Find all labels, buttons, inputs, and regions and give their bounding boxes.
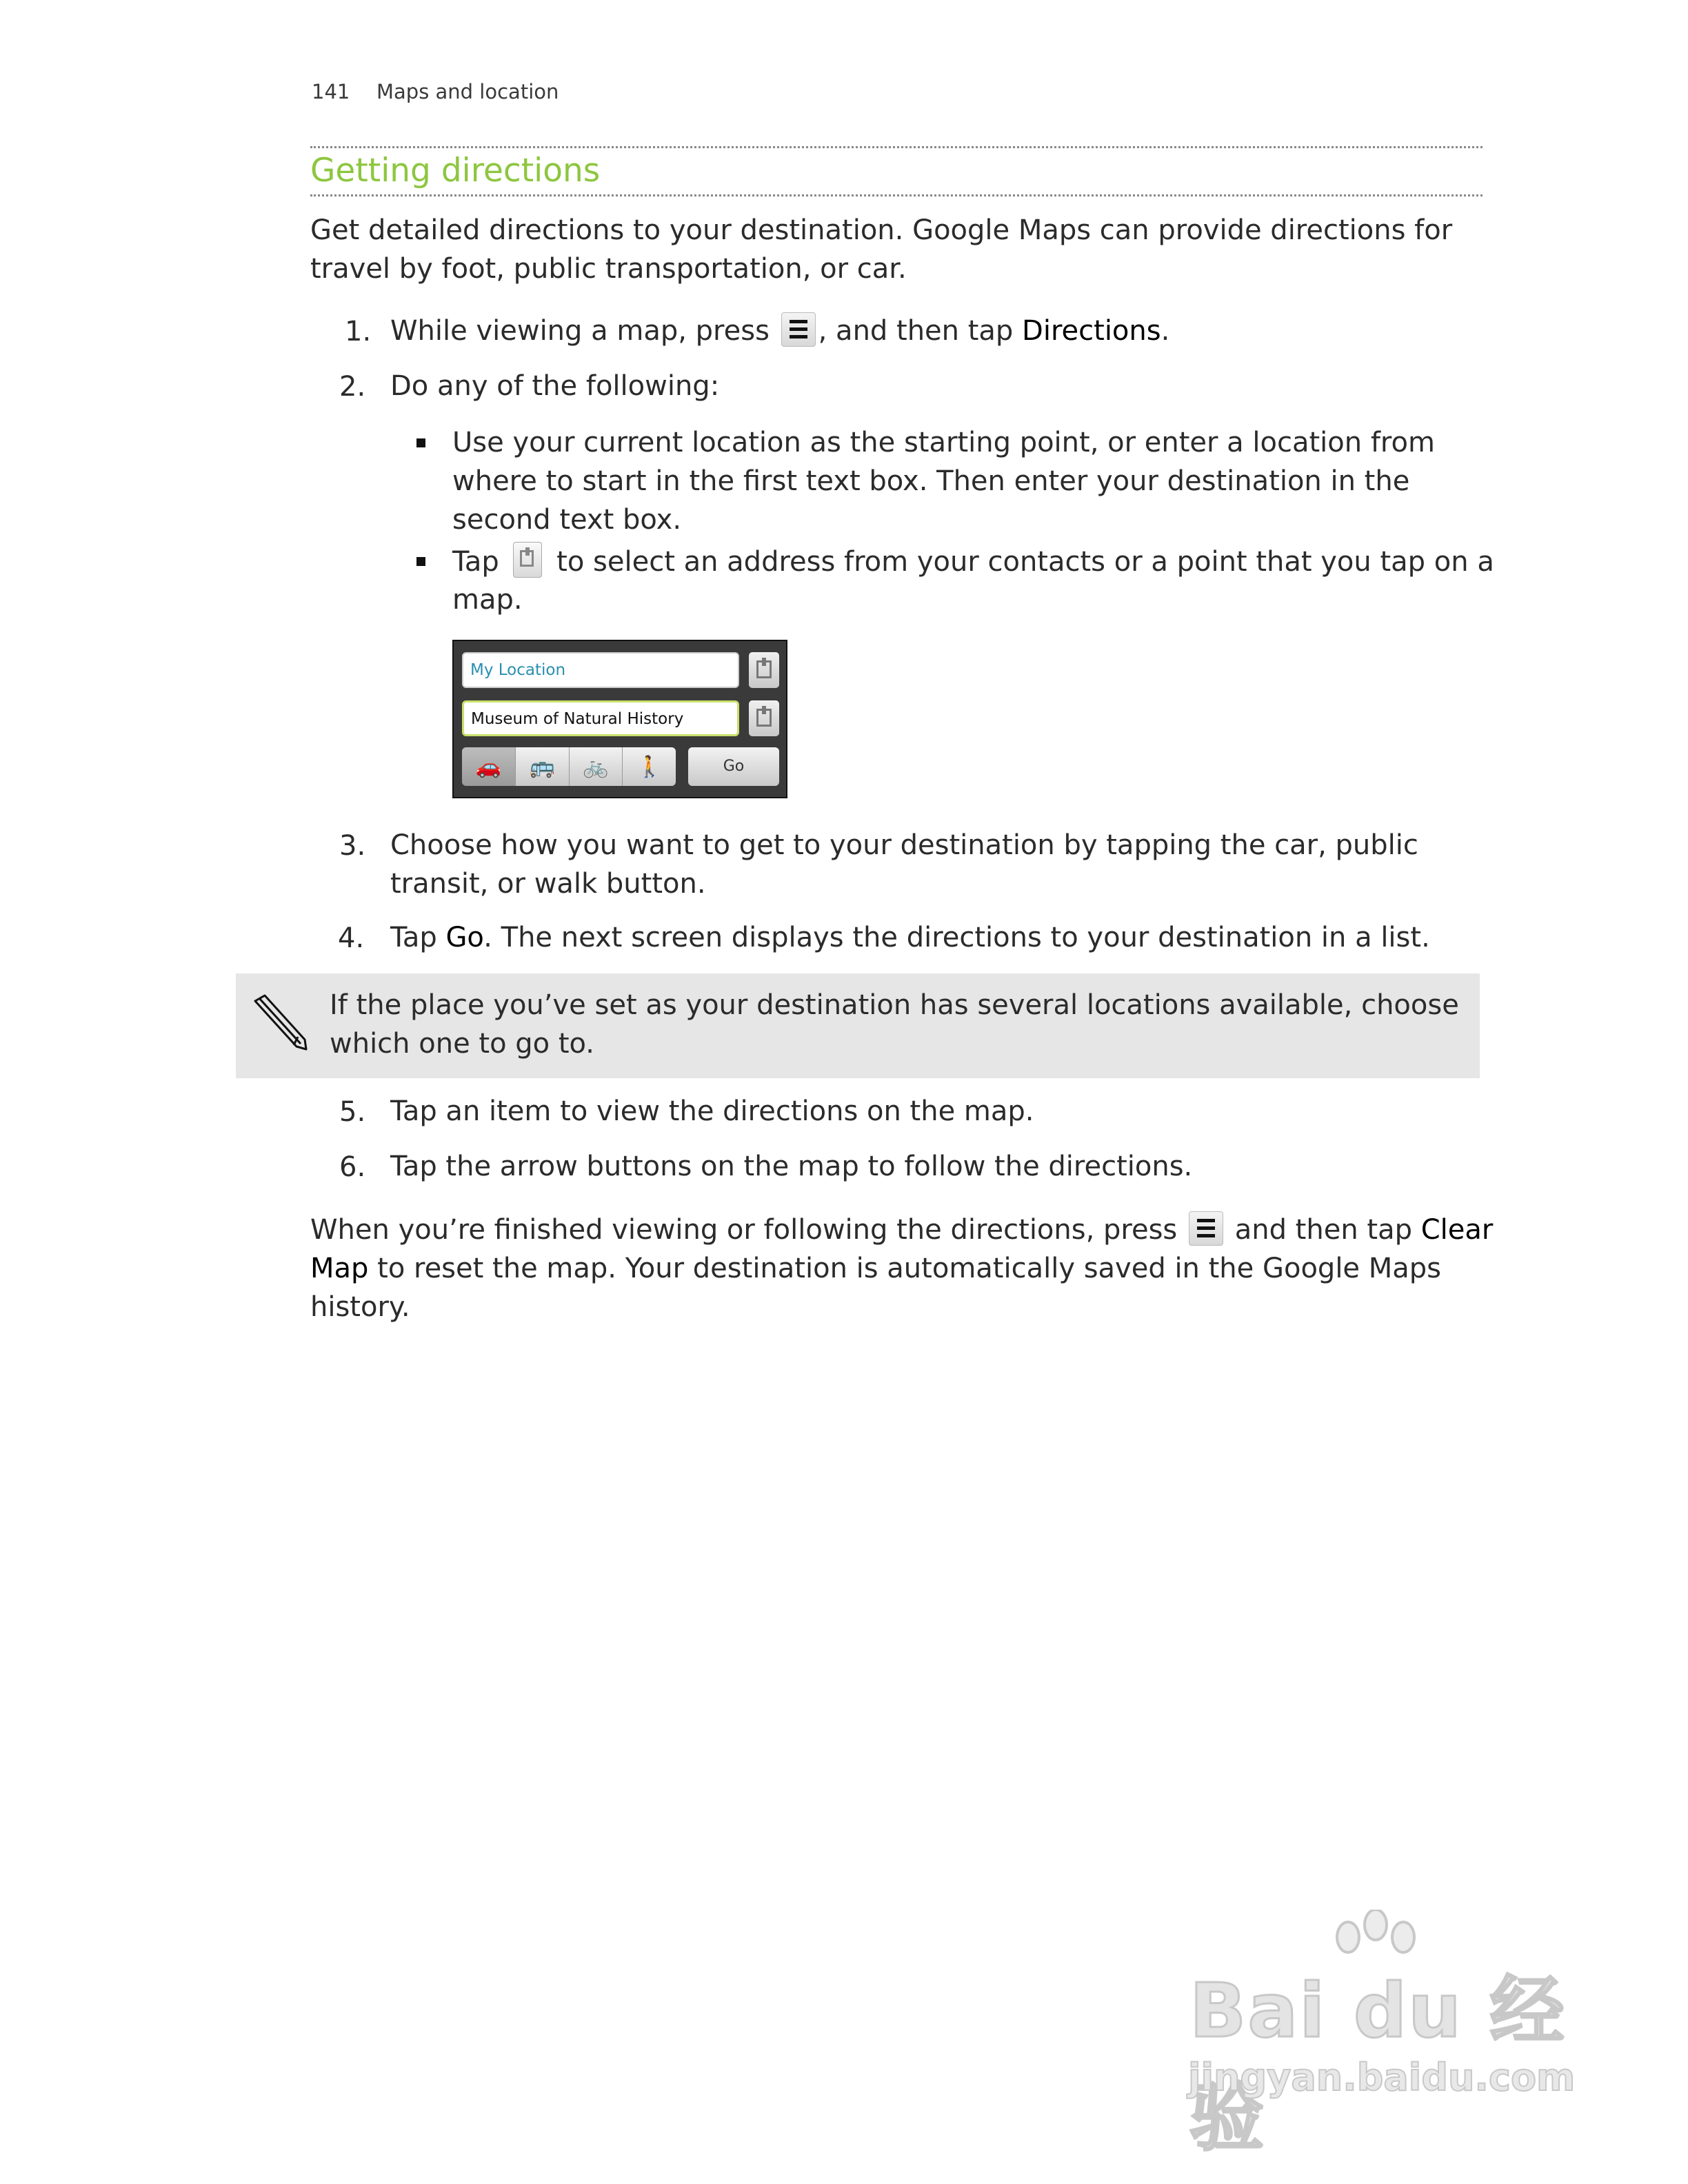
outro-line-3: history. [310, 1291, 410, 1323]
outro-line-2-post: to reset the map. Your destination is automatically saved in the Google Maps [368, 1253, 1442, 1284]
chapter-title: Maps and location [376, 80, 559, 103]
walk-mode-icon[interactable]: 🚶 [623, 747, 676, 786]
bullet-2-line-2: map. [452, 584, 523, 616]
step-1-number: 1. [345, 316, 372, 347]
menu-icon [1189, 1211, 1223, 1246]
directions-label: Directions [1022, 315, 1161, 347]
menu-icon [781, 312, 816, 347]
bullet-2 [416, 557, 425, 566]
watermark-url: jingyan.baidu.com [1188, 2056, 1576, 2099]
watermark-brand: Bai du 经验 [1189, 1968, 1566, 2161]
intro-line-1: Get detailed directions to your destination. Google Maps can provide directions for [310, 214, 1453, 246]
step-5-number: 5. [339, 1096, 366, 1128]
step-2-number: 2. [339, 371, 366, 403]
destination-contact-button[interactable] [749, 700, 779, 736]
bullet-1-line-2: where to start in the first text box. Then enter your destination in the [452, 465, 1410, 497]
step-4 [390, 918, 1430, 957]
step-3-line-2: transit, or walk button. [390, 868, 706, 900]
section-title: Getting directions [310, 152, 601, 190]
step-6-text: Tap the arrow buttons on the map to follow the directions. [390, 1151, 1193, 1182]
outro-mid: and then tap [1225, 1214, 1421, 1246]
destination-field[interactable]: Museum of Natural History [462, 700, 739, 736]
outro-pre: When you’re finished viewing or following the directions, press [310, 1214, 1178, 1246]
bullet-2-post: to select an address from your contacts or a point that you tap on a [556, 546, 1494, 578]
step-1-pre: While viewing a map, press [390, 315, 770, 347]
step-4-number: 4. [338, 922, 365, 954]
bullet-2-line-1 [452, 542, 1494, 581]
bullet-2-pre: Tap [452, 546, 499, 578]
intro-line-2: travel by foot, public transportation, or car. [310, 253, 907, 285]
note-line-2: which one to go to. [330, 1028, 595, 1060]
page-number: 141 [312, 80, 350, 103]
pencil-icon [248, 991, 310, 1053]
start-location-field[interactable]: My Location [462, 652, 739, 688]
contacts-picker-icon [513, 542, 542, 578]
step-1 [390, 312, 1169, 350]
outro-line-1 [310, 1211, 1493, 1249]
top-rule [310, 146, 1483, 148]
step-4-post: . The next screen displays the directions to your destination in a list. [483, 922, 1430, 953]
outro-line-2 [310, 1249, 1441, 1288]
bullet-1 [416, 438, 425, 447]
baidu-watermark [1183, 1910, 1576, 2161]
step-4-pre: Tap [390, 922, 446, 953]
step-3-line-1: Choose how you want to get to your destination by tapping the car, public [390, 829, 1418, 861]
step-3-number: 3. [339, 830, 366, 862]
go-button[interactable]: Go [688, 747, 779, 786]
directions-widget [452, 640, 787, 798]
step-1-mid: , and then tap [818, 315, 1023, 347]
go-label: Go [445, 922, 484, 953]
bullet-1-line-3: second text box. [452, 504, 682, 536]
bottom-rule [310, 194, 1483, 196]
car-mode-icon[interactable]: 🚗 [462, 747, 516, 786]
bullet-1-line-1: Use your current location as the starting point, or enter a location from [452, 427, 1435, 458]
clear-label: Clear [1420, 1214, 1494, 1246]
note-line-1: If the place you’ve set as your destination has several locations available, choose [330, 989, 1459, 1021]
transit-mode-icon[interactable]: 🚌 [516, 747, 570, 786]
step-6-number: 6. [339, 1151, 366, 1183]
travel-mode-selector [462, 747, 676, 786]
step-2-text: Do any of the following: [390, 370, 720, 402]
step-1-post: . [1160, 315, 1170, 347]
step-5-text: Tap an item to view the directions on the map. [390, 1095, 1034, 1127]
start-contact-button[interactable] [749, 652, 779, 688]
map-label: Map [310, 1253, 369, 1284]
bike-mode-icon[interactable]: 🚲 [570, 747, 623, 786]
